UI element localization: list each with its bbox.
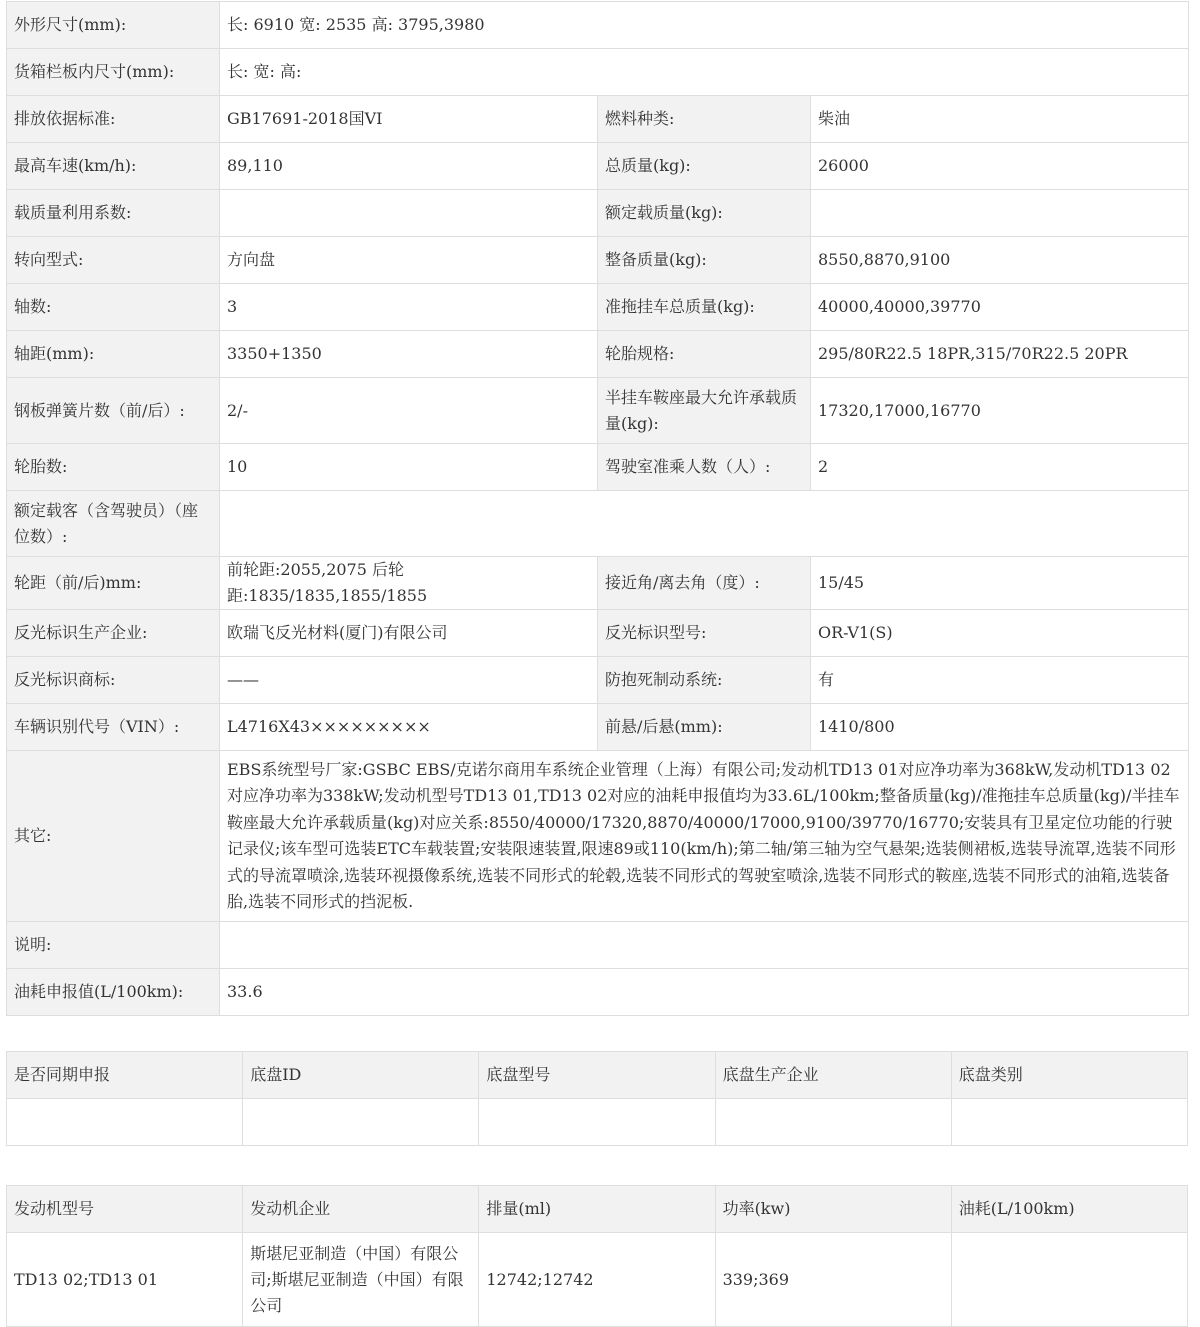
overhang-value: 1410/800	[811, 704, 1189, 751]
engine-data-row	[7, 1233, 1188, 1327]
rated-load-label: 额定载质量(kg):	[598, 190, 811, 237]
fuel-consumption-value: 33.6	[220, 969, 1189, 1016]
spec-row-passengers	[7, 491, 1189, 557]
wheelbase-value: 3350+1350	[220, 331, 598, 378]
cargo-size-label: 货箱栏板内尺寸(mm):	[7, 49, 220, 96]
other-value: EBS系统型号厂家:GSBC EBS/克诺尔商用车系统企业管理（上海）有限公司;发动机TD13 01对应净功率为368kW,发动机TD13 02对应净功率为338kW;发动机型号TD13 01,TD13 02对应的油耗申报值均为33.6L/100km;整备质量(kg)/准拖挂车总质量(kg)/半挂车鞍座最大允许承载质量(kg)对应关系:8550/40000/17320,8870/40000/17000,9100/39770/16770;安装具有卫星定位功能的行驶记录仪;该车型可选装ETC车载装置;安装限速装置,限速89或110(km/h);第二轴/第三轴为空气悬架;选装侧裙板,选装导流罩,选装不同形式的导流罩喷涂,选装环视摄像系统,选装不同形式的轮毂,选装不同形式的驾驶室喷涂,选装不同形式的鞍座,选装不同形式的油箱,选装备胎,选装不同形式的挡泥板.	[220, 751, 1189, 922]
fuel-type-value: 柴油	[811, 96, 1189, 143]
approach-angle-value: 15/45	[811, 557, 1189, 610]
chassis-header-category: 底盘类别	[951, 1052, 1187, 1099]
towing-mass-label: 准拖挂车总质量(kg):	[598, 284, 811, 331]
total-mass-value: 26000	[811, 143, 1189, 190]
chassis-id-cell	[243, 1099, 479, 1146]
note-label: 说明:	[7, 922, 220, 969]
engine-fuel-cell	[951, 1233, 1187, 1327]
tire-spec-value: 295/80R22.5 18PR,315/70R22.5 20PR	[811, 331, 1189, 378]
tire-count-value: 10	[220, 444, 598, 491]
emission-standard-value: GB17691-2018国VI	[220, 96, 598, 143]
chassis-model-cell	[479, 1099, 715, 1146]
chassis-maker-cell	[715, 1099, 951, 1146]
track-width-value: 前轮距:2055,2075 后轮距:1835/1835,1855/1855	[220, 557, 598, 610]
spec-row-wheelbase	[7, 331, 1189, 378]
tire-spec-label: 轮胎规格:	[598, 331, 811, 378]
reflector-brand-label: 反光标识商标:	[7, 657, 220, 704]
spec-row-speed	[7, 143, 1189, 190]
load-utilization-label: 载质量利用系数:	[7, 190, 220, 237]
reflector-maker-value: 欧瑞飞反光材料(厦门)有限公司	[220, 610, 598, 657]
chassis-data-row	[7, 1099, 1188, 1146]
other-label: 其它:	[7, 751, 220, 922]
spec-row-load	[7, 190, 1189, 237]
vin-value: L4716X43×××××××××	[220, 704, 598, 751]
reflector-model-label: 反光标识型号:	[598, 610, 811, 657]
engine-displacement-cell: 12742;12742	[479, 1233, 715, 1327]
spec-row-dimensions	[7, 2, 1189, 49]
steering-type-label: 转向型式:	[7, 237, 220, 284]
max-speed-label: 最高车速(km/h):	[7, 143, 220, 190]
saddle-load-value: 17320,17000,16770	[811, 378, 1189, 444]
wheelbase-label: 轴距(mm):	[7, 331, 220, 378]
spec-row-vin	[7, 704, 1189, 751]
engine-model-cell: TD13 02;TD13 01	[7, 1233, 243, 1327]
reflector-model-value: OR-V1(S)	[811, 610, 1189, 657]
engine-header-displacement: 排量(ml)	[479, 1186, 715, 1233]
chassis-table	[6, 1051, 1188, 1146]
cab-seats-value: 2	[811, 444, 1189, 491]
spec-row-axles	[7, 284, 1189, 331]
load-utilization-value	[220, 190, 598, 237]
fuel-type-label: 燃料种类:	[598, 96, 811, 143]
engine-header-row	[7, 1186, 1188, 1233]
chassis-header-maker: 底盘生产企业	[715, 1052, 951, 1099]
cab-seats-label: 驾驶室准乘人数（人）:	[598, 444, 811, 491]
rated-load-value	[811, 190, 1189, 237]
passenger-capacity-label: 额定载客（含驾驶员）（座位数）:	[7, 491, 220, 557]
spec-row-emission	[7, 96, 1189, 143]
engine-table	[6, 1185, 1188, 1327]
chassis-header-concurrent: 是否同期申报	[7, 1052, 243, 1099]
leaf-spring-value: 2/-	[220, 378, 598, 444]
spec-row-other	[7, 751, 1189, 922]
abs-label: 防抱死制动系统:	[598, 657, 811, 704]
cargo-size-value: 长: 宽: 高:	[220, 49, 1189, 96]
spec-row-steering	[7, 237, 1189, 284]
tire-count-label: 轮胎数:	[7, 444, 220, 491]
track-width-label: 轮距（前/后)mm:	[7, 557, 220, 610]
towing-mass-value: 40000,40000,39770	[811, 284, 1189, 331]
engine-header-maker: 发动机企业	[243, 1186, 479, 1233]
reflector-maker-label: 反光标识生产企业:	[7, 610, 220, 657]
axle-count-value: 3	[220, 284, 598, 331]
spec-row-spring	[7, 378, 1189, 444]
chassis-concurrent-cell	[7, 1099, 243, 1146]
curb-mass-label: 整备质量(kg):	[598, 237, 811, 284]
passenger-capacity-value	[220, 491, 1189, 557]
spec-row-reflector-brand	[7, 657, 1189, 704]
spec-row-reflector-maker	[7, 610, 1189, 657]
reflector-brand-value: ——	[220, 657, 598, 704]
chassis-header-model: 底盘型号	[479, 1052, 715, 1099]
engine-header-fuel: 油耗(L/100km)	[951, 1186, 1187, 1233]
chassis-category-cell	[951, 1099, 1187, 1146]
vin-label: 车辆识别代号（VIN）:	[7, 704, 220, 751]
dimensions-value: 长: 6910 宽: 2535 高: 3795,3980	[220, 2, 1189, 49]
spec-row-note	[7, 922, 1189, 969]
vehicle-spec-table	[6, 1, 1189, 1016]
approach-angle-label: 接近角/离去角（度）:	[598, 557, 811, 610]
overhang-label: 前悬/后悬(mm):	[598, 704, 811, 751]
engine-header-power: 功率(kw)	[715, 1186, 951, 1233]
emission-standard-label: 排放依据标准:	[7, 96, 220, 143]
engine-header-model: 发动机型号	[7, 1186, 243, 1233]
abs-value: 有	[811, 657, 1189, 704]
dimensions-label: 外形尺寸(mm):	[7, 2, 220, 49]
max-speed-value: 89,110	[220, 143, 598, 190]
curb-mass-value: 8550,8870,9100	[811, 237, 1189, 284]
total-mass-label: 总质量(kg):	[598, 143, 811, 190]
leaf-spring-label: 钢板弹簧片数（前/后）:	[7, 378, 220, 444]
engine-maker-cell: 斯堪尼亚制造（中国）有限公司;斯堪尼亚制造（中国）有限公司	[243, 1233, 479, 1327]
axle-count-label: 轴数:	[7, 284, 220, 331]
note-value	[220, 922, 1189, 969]
chassis-header-row	[7, 1052, 1188, 1099]
chassis-header-id: 底盘ID	[243, 1052, 479, 1099]
spec-row-fuel-consumption	[7, 969, 1189, 1016]
spec-row-tires	[7, 444, 1189, 491]
fuel-consumption-label: 油耗申报值(L/100km):	[7, 969, 220, 1016]
saddle-load-label: 半挂车鞍座最大允许承载质量(kg):	[598, 378, 811, 444]
spec-row-track	[7, 557, 1189, 610]
spec-row-cargo-size	[7, 49, 1189, 96]
steering-type-value: 方向盘	[220, 237, 598, 284]
engine-power-cell: 339;369	[715, 1233, 951, 1327]
